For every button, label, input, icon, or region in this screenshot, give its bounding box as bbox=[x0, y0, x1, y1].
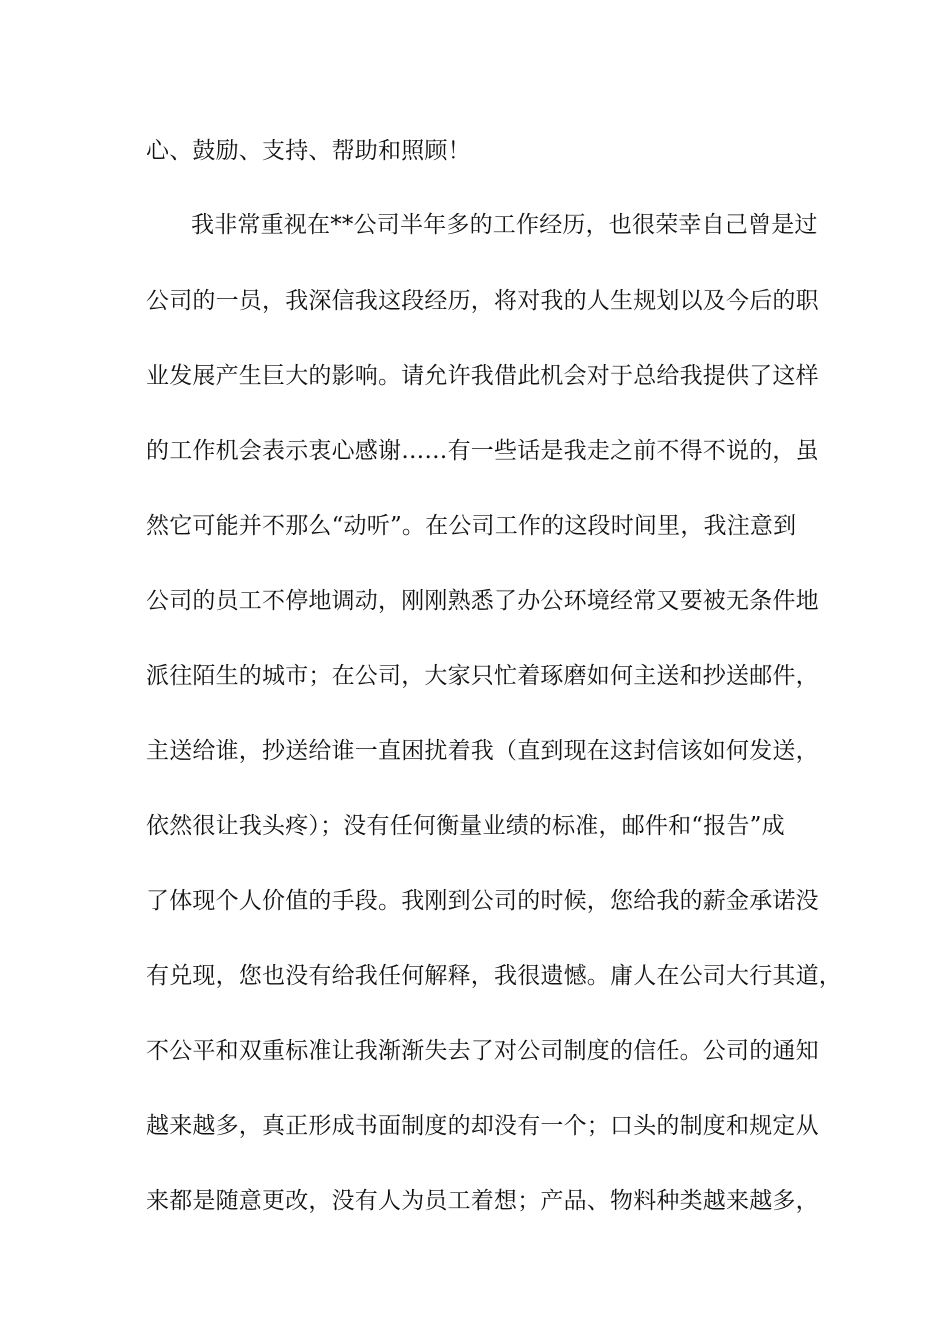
text-line: 公司的员工不停地调动，刚刚熟悉了办公环境经常又要被无条件地 bbox=[146, 588, 819, 614]
text-line: 主送给谁，抄送给谁一直困扰着我（直到现在这封信该如何发送， bbox=[146, 738, 819, 764]
text-line: 来都是随意更改，没有人为员工着想；产品、物料种类越来越多， bbox=[146, 1188, 819, 1214]
text-line: 心、鼓励、支持、帮助和照顾！ bbox=[146, 138, 471, 164]
text-line: 越来越多，真正形成书面制度的却没有一个；口头的制度和规定从 bbox=[146, 1113, 819, 1139]
text-line: 业发展产生巨大的影响。请允许我借此机会对于总给我提供了这样 bbox=[146, 363, 819, 389]
text-line: 公司的一员，我深信我这段经历，将对我的人生规划以及今后的职 bbox=[146, 288, 819, 314]
text-line: 的工作机会表示衷心感谢……有一些话是我走之前不得不说的，虽 bbox=[146, 438, 819, 464]
text-line: 了体现个人价值的手段。我刚到公司的时候，您给我的薪金承诺没 bbox=[146, 888, 819, 914]
text-line: 有兑现，您也没有给我任何解释，我很遗憾。庸人在公司大行其道， bbox=[146, 963, 842, 989]
text-line: 派往陌生的城市；在公司，大家只忙着琢磨如何主送和抄送邮件， bbox=[146, 663, 819, 689]
paragraph-first-line: 我非常重视在**公司半年多的工作经历，也很荣幸自己曾是过 bbox=[191, 212, 818, 238]
text-line: 不公平和双重标准让我渐渐失去了对公司制度的信任。公司的通知 bbox=[146, 1038, 819, 1064]
text-line: 依然很让我头疼）；没有任何衡量业绩的标准，邮件和“报告”成 bbox=[146, 813, 785, 839]
text-line: 然它可能并不那么“动听”。在公司工作的这段时间里，我注意到 bbox=[146, 513, 797, 539]
